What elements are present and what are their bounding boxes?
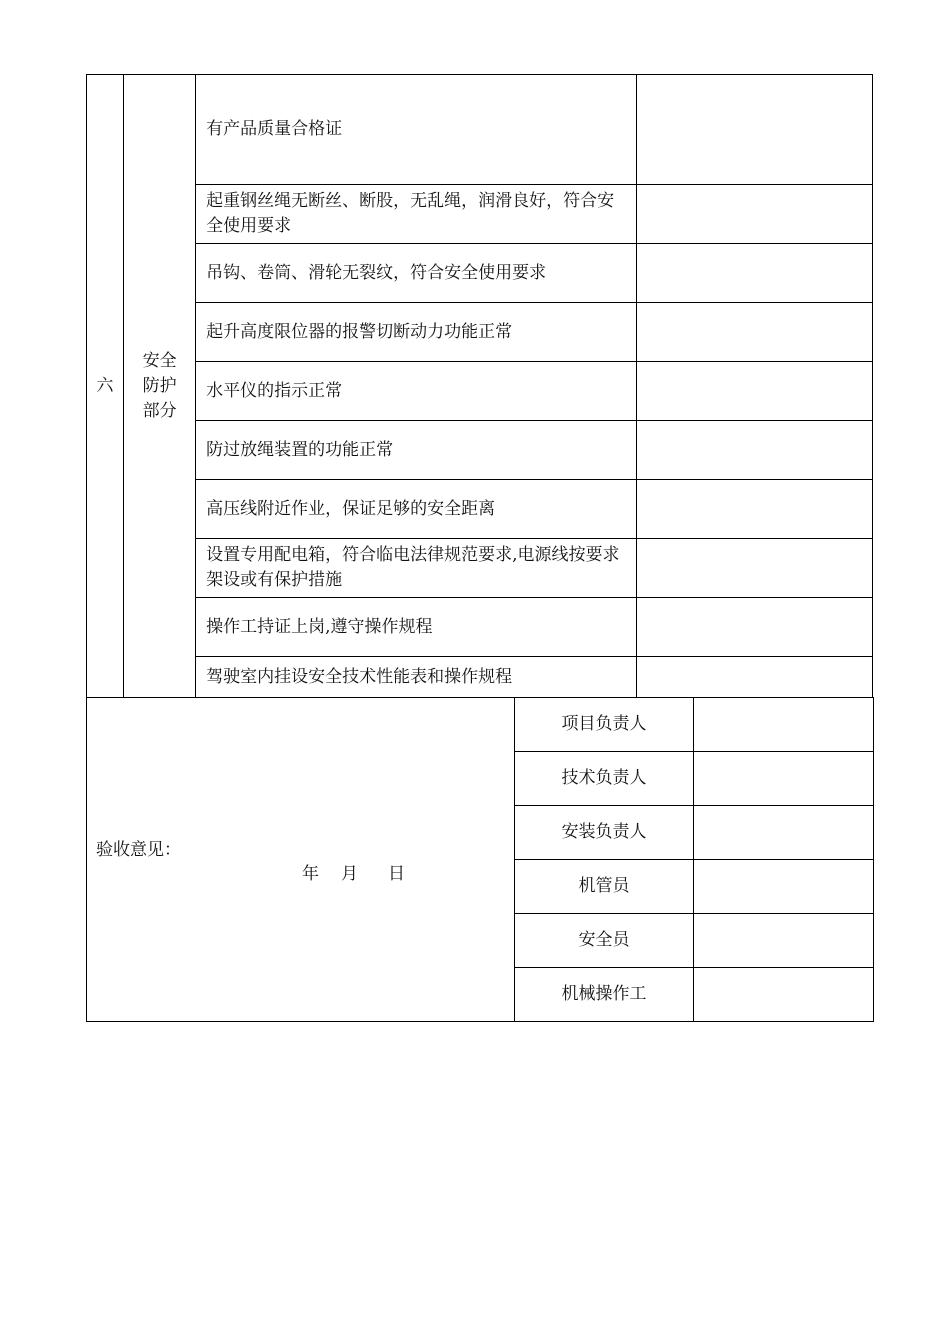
table-row <box>87 598 873 657</box>
table-row <box>87 362 873 421</box>
check-item: 设置专用配电箱，符合临电法律规范要求,电源线按要求架设或有保护措施 <box>196 539 637 598</box>
check-result-cell[interactable] <box>636 303 872 362</box>
section-number: 六 <box>87 75 124 698</box>
check-result-cell[interactable] <box>636 480 872 539</box>
signature-cell[interactable] <box>694 860 874 914</box>
signature-role: 安全员 <box>515 914 694 968</box>
table-row <box>87 75 873 185</box>
check-item: 操作工持证上岗,遵守操作规程 <box>196 598 637 657</box>
date-day-label: 日 <box>388 864 405 884</box>
section-name-line: 防护 <box>142 375 177 396</box>
signature-cell[interactable] <box>694 968 874 1022</box>
acceptance-opinion-cell[interactable] <box>87 698 515 1022</box>
signature-cell[interactable] <box>694 806 874 860</box>
check-result-cell[interactable] <box>636 362 872 421</box>
check-item: 有产品质量合格证 <box>196 75 637 185</box>
signature-cell[interactable] <box>694 752 874 806</box>
section-name <box>124 75 196 698</box>
date-month-label: 月 <box>341 864 358 884</box>
signature-role: 项目负责人 <box>515 698 694 752</box>
signature-role: 安装负责人 <box>515 806 694 860</box>
check-item: 起升高度限位器的报警切断动力功能正常 <box>196 303 637 362</box>
table-row <box>87 421 873 480</box>
signature-cell[interactable] <box>694 698 874 752</box>
signature-role: 技术负责人 <box>515 752 694 806</box>
check-result-cell[interactable] <box>636 75 872 185</box>
table-row <box>87 698 874 752</box>
signature-role: 机管员 <box>515 860 694 914</box>
check-result-cell[interactable] <box>636 421 872 480</box>
section-name-line: 安全 <box>142 350 177 371</box>
check-result-cell[interactable] <box>636 598 872 657</box>
table-row <box>87 480 873 539</box>
safety-protection-table <box>86 74 873 698</box>
table-row <box>87 657 873 698</box>
acceptance-date <box>302 862 405 887</box>
check-item: 高压线附近作业，保证足够的安全距离 <box>196 480 637 539</box>
table-row <box>87 539 873 598</box>
date-year-label: 年 <box>302 864 319 884</box>
check-item: 水平仪的指示正常 <box>196 362 637 421</box>
check-item: 防过放绳装置的功能正常 <box>196 421 637 480</box>
table-row <box>87 244 873 303</box>
check-result-cell[interactable] <box>636 185 872 244</box>
check-item: 起重钢丝绳无断丝、断股，无乱绳，润滑良好，符合安全使用要求 <box>196 185 637 244</box>
check-result-cell[interactable] <box>636 657 872 698</box>
inspection-sheet <box>86 74 873 1022</box>
acceptance-opinion-label: 验收意见： <box>96 840 181 860</box>
check-result-cell[interactable] <box>636 539 872 598</box>
signature-role: 机械操作工 <box>515 968 694 1022</box>
acceptance-table <box>86 697 874 1022</box>
signature-cell[interactable] <box>694 914 874 968</box>
table-row <box>87 303 873 362</box>
check-item: 驾驶室内挂设安全技术性能表和操作规程 <box>196 657 637 698</box>
table-row <box>87 185 873 244</box>
section-name-line: 部分 <box>142 400 177 421</box>
check-item: 吊钩、卷筒、滑轮无裂纹，符合安全使用要求 <box>196 244 637 303</box>
check-result-cell[interactable] <box>636 244 872 303</box>
